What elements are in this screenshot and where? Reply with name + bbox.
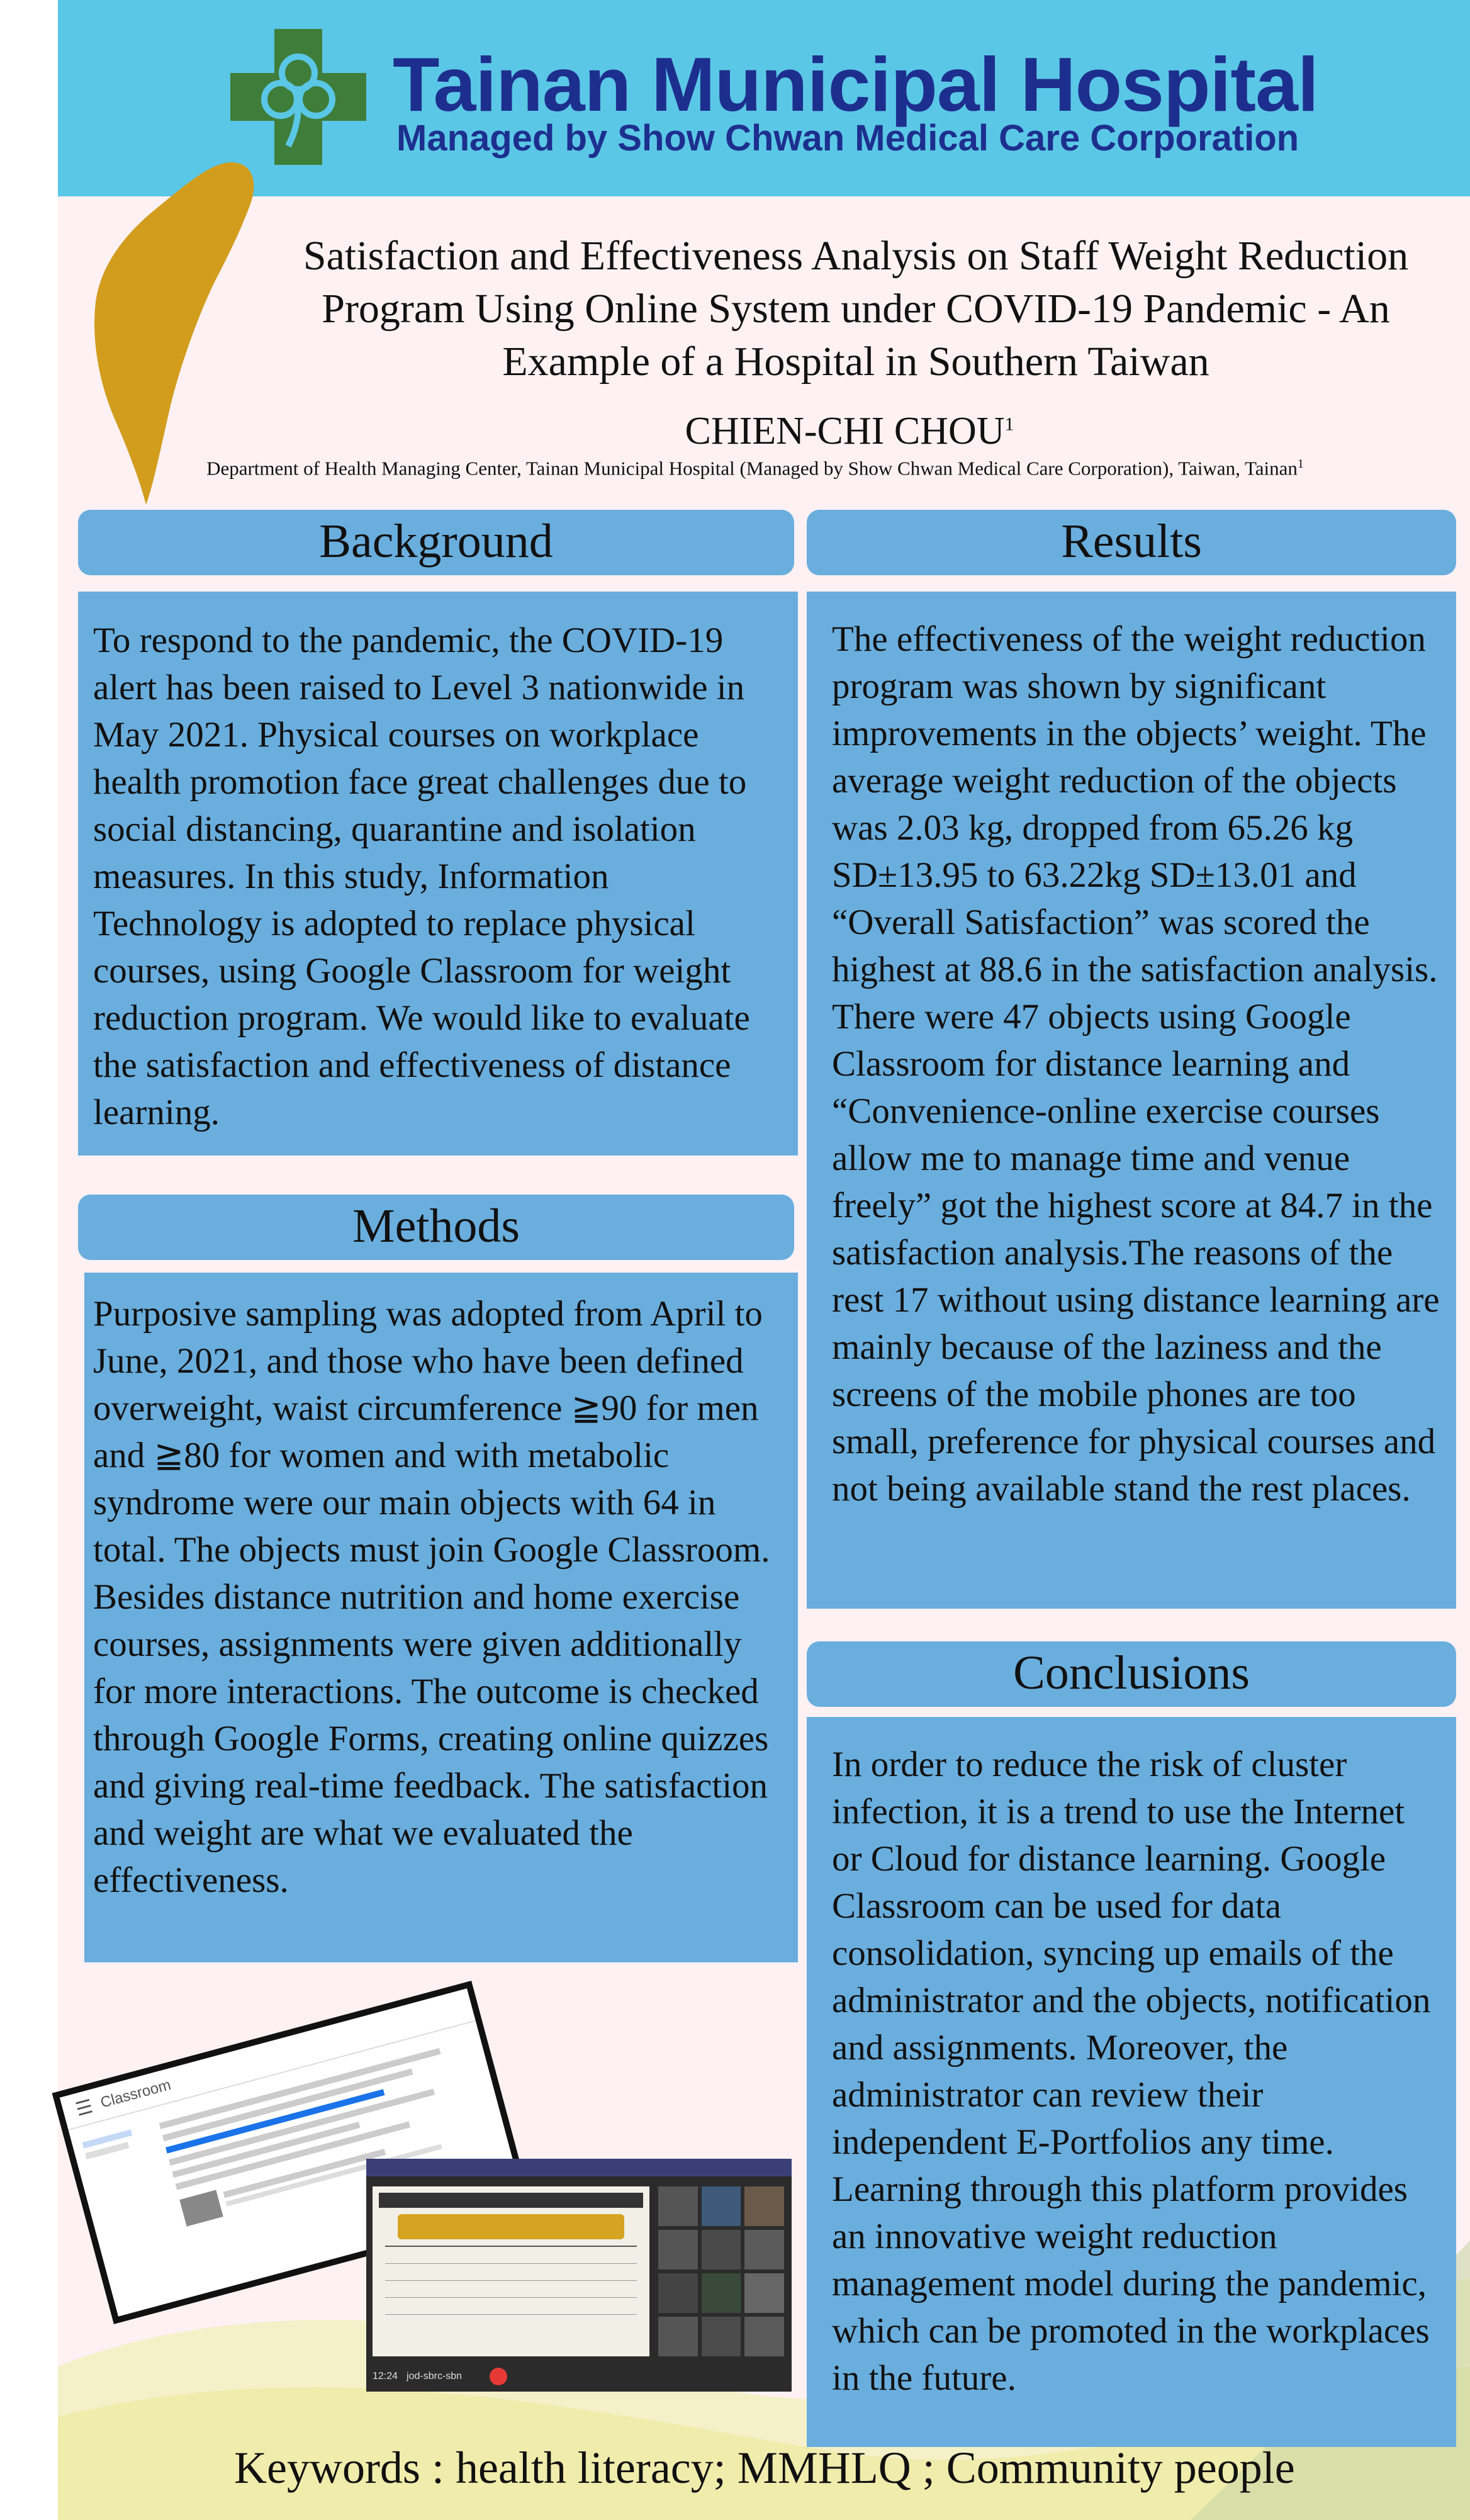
affiliation-line (126, 457, 1384, 480)
meeting-footer (373, 2368, 507, 2385)
affiliation-text: Department of Health Managing Center, Tainan Municipal Hospital (Managed by Show Chwan Medical Care Corporation), Taiwan, Tainan (206, 457, 1298, 480)
keywords-line: Keywords : health literacy; MMHLQ ; Community people (234, 2443, 1295, 2493)
methods-heading: Methods (78, 1195, 794, 1260)
classroom-sidebar (81, 2120, 177, 2247)
conclusions-heading: Conclusions (807, 1641, 1456, 1707)
menu-icon: ☰ (73, 2095, 96, 2120)
affiliation-superscript: 1 (1297, 457, 1304, 471)
background-heading: Background (78, 510, 794, 575)
conclusions-text: In order to reduce the risk of cluster infection, it is a trend to use the Internet or Cloud for distance learning. Google Classroom can be used for data consolidation, syncing up emails of the administrator and the objects, notification and assignments. Moreover, the administrator can review their independent E-Portfolios any time. Learning through this platform provides an innovative weight reduction management model during the pandemic, which can be promoted in the workplaces in the future. (807, 1717, 1456, 2447)
participant-grid (658, 2186, 784, 2356)
author-name: CHIEN-CHI CHOU (685, 410, 1005, 453)
background-text: To respond to the pandemic, the COVID-19 alert has been raised to Level 3 nationwide in May 2021. Physical courses on workplace health promotion face great challenges due to social distancing, quarantine and isolation measures. In this study, Information Technology is adopted to replace physical courses, using Google Classroom for weight reduction program. We would like to evaluate the satisfaction and effectiveness of distance learning. (78, 592, 798, 1156)
page-left-margin (0, 0, 58, 2520)
classroom-app-label: Classroom (98, 2076, 173, 2112)
hospital-logo-icon (230, 29, 366, 165)
shared-slide (373, 2186, 649, 2356)
methods-text: Purposive sampling was adopted from April to June, 2021, and those who have been defined overweight, waist circumference ≧90 for men and ≧80 for women and with metabolic syndrome were our main objects with 64 in total. The objects must join Google Classroom. Besides distance nutrition and home exercise courses, assignments were given additionally for more interactions. The outcome is checked through Google Forms, creating online quizzes and giving real-time feedback. The satisfaction and weight are what we evaluated the effectiveness. (84, 1273, 798, 1962)
meeting-screenshot (366, 2159, 792, 2392)
results-heading: Results (807, 510, 1456, 575)
meeting-titlebar (366, 2159, 792, 2176)
leave-call-icon (490, 2368, 507, 2385)
managed-by-text: Managed by Show Chwan Medical Care Corporation (396, 118, 1299, 159)
results-text: The effectiveness of the weight reduction program was shown by significant improvements in the objects’ weight. The average weight reduction of the objects was 2.03 kg, dropped from 65.26 kg SD±13.95 to 63.22kg SD±13.01 and “Overall Satisfaction” was scored the highest at 88.6 in the satisfaction analysis. There were 47 objects using Google Classroom for distance learning and “Convenience-online exercise courses allow me to manage time and venue freely” got the highest score at 84.7 in the satisfaction analysis.The reasons of the rest 17 without using distance learning are mainly because of the laziness and the screens of the mobile phones are too small, preference for physical courses and not being available stand the rest places. (807, 592, 1456, 1609)
video-thumbnail (179, 2190, 223, 2227)
poster-title: Satisfaction and Effectiveness Analysis on Staff Weight Reduction Program Using Online System under COVID-19 Pandemic - An Example of a Hospital in Southern Taiwan (303, 233, 1409, 385)
author-superscript: 1 (1004, 413, 1014, 435)
author-line (440, 409, 1259, 454)
hospital-name: Tainan Municipal Hospital (393, 42, 1318, 127)
meeting-time: 12:24 (373, 2371, 398, 2382)
meeting-code: jod-sbrc-sbn (407, 2371, 463, 2382)
